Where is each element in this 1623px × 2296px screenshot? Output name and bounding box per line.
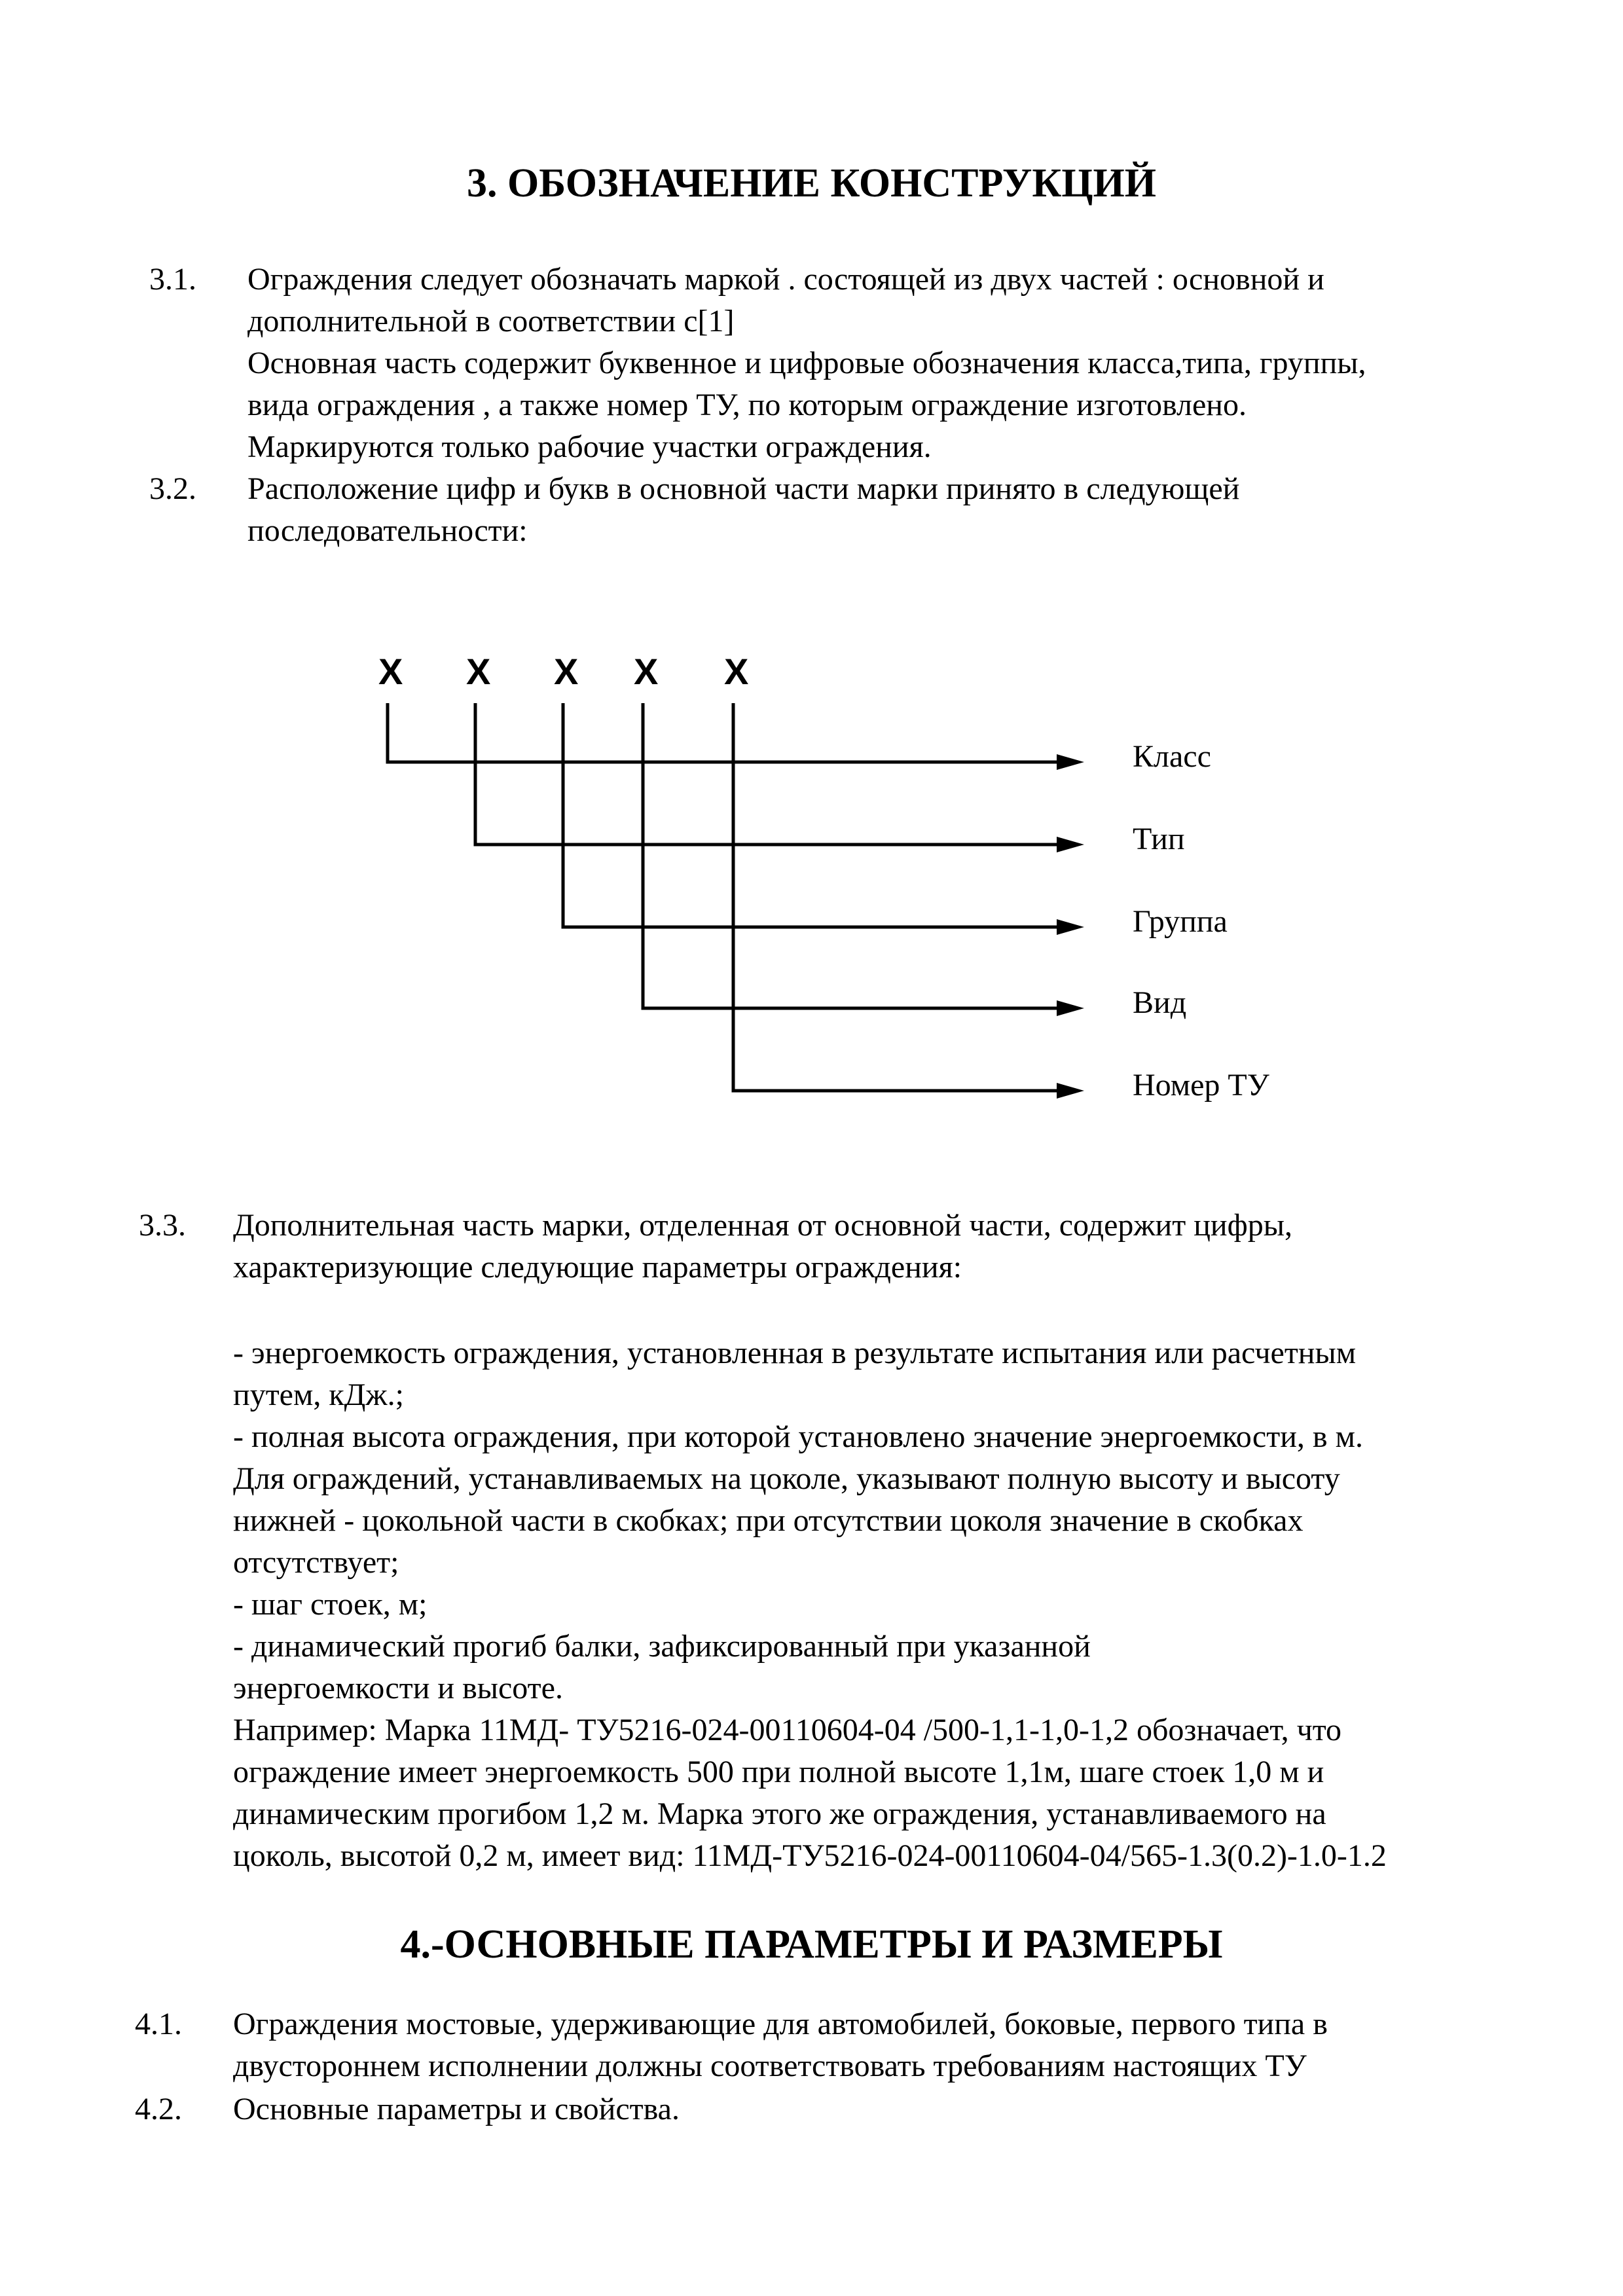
section-4-title: 4.-ОСНОВНЫЕ ПАРАМЕТРЫ И РАЗМЕРЫ [400, 1922, 1223, 1967]
param-line: - полная высота ограждения, при которой установлено значение энергоемкости, в м. [233, 1419, 1363, 1454]
text-line: последовательности: [247, 513, 528, 548]
param-line: энергоемкости и высоте. [233, 1671, 563, 1705]
item-number: 3.1. [149, 262, 196, 297]
item-text [247, 259, 1366, 468]
param-line: - динамический прогиб балки, зафиксированный при указанной [233, 1629, 1091, 1664]
position-mark: X [554, 651, 579, 692]
marking-scheme-diagram [354, 648, 1375, 1120]
text-line: вида ограждения , а также номер ТУ, по которым ограждение изготовлено. [247, 388, 1247, 422]
item-number: 3.3. [139, 1208, 186, 1243]
connector-line [643, 703, 1067, 1008]
label-tu-number: Номер ТУ [1133, 1068, 1269, 1102]
param-line: отсутствует; [233, 1545, 399, 1580]
text-line: характеризующие следующие параметры ограждения: [233, 1250, 962, 1285]
arrow-head [1057, 754, 1084, 770]
param-line: Для ограждений, устанавливаемых на цоколе, указывают полную высоту и высоту [233, 1461, 1340, 1496]
arrow-head [1057, 919, 1084, 935]
param-line: - шаг стоек, м; [233, 1587, 428, 1622]
label-group: Группа [1133, 904, 1228, 939]
connector-line [388, 703, 1067, 762]
arrow-head [1057, 1083, 1084, 1099]
text-line: Ограждения мостовые, удерживающие для автомобилей, боковые, первого типа в [233, 2007, 1328, 2041]
position-mark: X [378, 651, 403, 692]
label-type: Тип [1133, 822, 1185, 856]
connector-line [563, 703, 1067, 927]
text-line: дополнительной в соответствии с[1] [247, 304, 735, 338]
item-number: 4.1. [135, 2007, 182, 2041]
example-line: динамическим прогибом 1,2 м. Марка этого же ограждения, устанавливаемого на [233, 1796, 1326, 1831]
example-line: Например: Марка 11МД- ТУ5216-024-00110604-04 /500-1,1-1,0-1,2 обозначает, что [233, 1713, 1342, 1747]
text-line: Расположение цифр и букв в основной части марки принято в следующей [247, 471, 1240, 506]
param-line: - энергоемкость ограждения, установленная в результате испытания или расчетным [233, 1336, 1357, 1370]
position-mark: X [466, 651, 491, 692]
item-text [233, 2088, 680, 2130]
item-number: 4.2. [135, 2092, 182, 2126]
item-number: 3.2. [149, 471, 196, 506]
section-3-title: 3. ОБОЗНАЧЕНИЕ КОНСТРУКЦИЙ [467, 161, 1156, 206]
position-mark: X [634, 651, 659, 692]
arrow-head [1057, 1000, 1084, 1016]
item-text [247, 468, 1239, 552]
example-line: ограждение имеет энергоемкость 500 при полной высоте 1,1м, шаге стоек 1,0 м и [233, 1755, 1324, 1789]
text-line: Дополнительная часть марки, отделенная от основной части, содержит цифры, [233, 1208, 1292, 1243]
item-text [233, 2003, 1328, 2087]
text-line: Ограждения следует обозначать маркой . состоящей из двух частей : основной и [247, 262, 1324, 297]
text-line: Маркируются только рабочие участки ограждения. [247, 429, 932, 464]
param-line: путем, кДж.; [233, 1377, 404, 1412]
parameters-list [233, 1332, 1595, 1877]
param-line: нижней - цокольной части в скобках; при отсутствии цоколя значение в скобках [233, 1503, 1304, 1538]
item-text [233, 1205, 1292, 1288]
connector-lines [354, 648, 1375, 1120]
label-kind: Вид [1133, 985, 1187, 1020]
arrow-head [1057, 837, 1084, 852]
example-line: цоколь, высотой 0,2 м, имеет вид: 11МД-ТУ5216-024-00110604-04/565-1.3(0.2)-1.0-1.2 [233, 1838, 1387, 1873]
text-line: Основные параметры и свойства. [233, 2092, 680, 2126]
label-class: Класс [1133, 739, 1211, 774]
text-line: Основная часть содержит буквенное и цифровые обозначения класса,типа, группы, [247, 346, 1366, 380]
position-mark: X [724, 651, 749, 692]
text-line: двустороннем исполнении должны соответствовать требованиям настоящих ТУ [233, 2049, 1307, 2083]
